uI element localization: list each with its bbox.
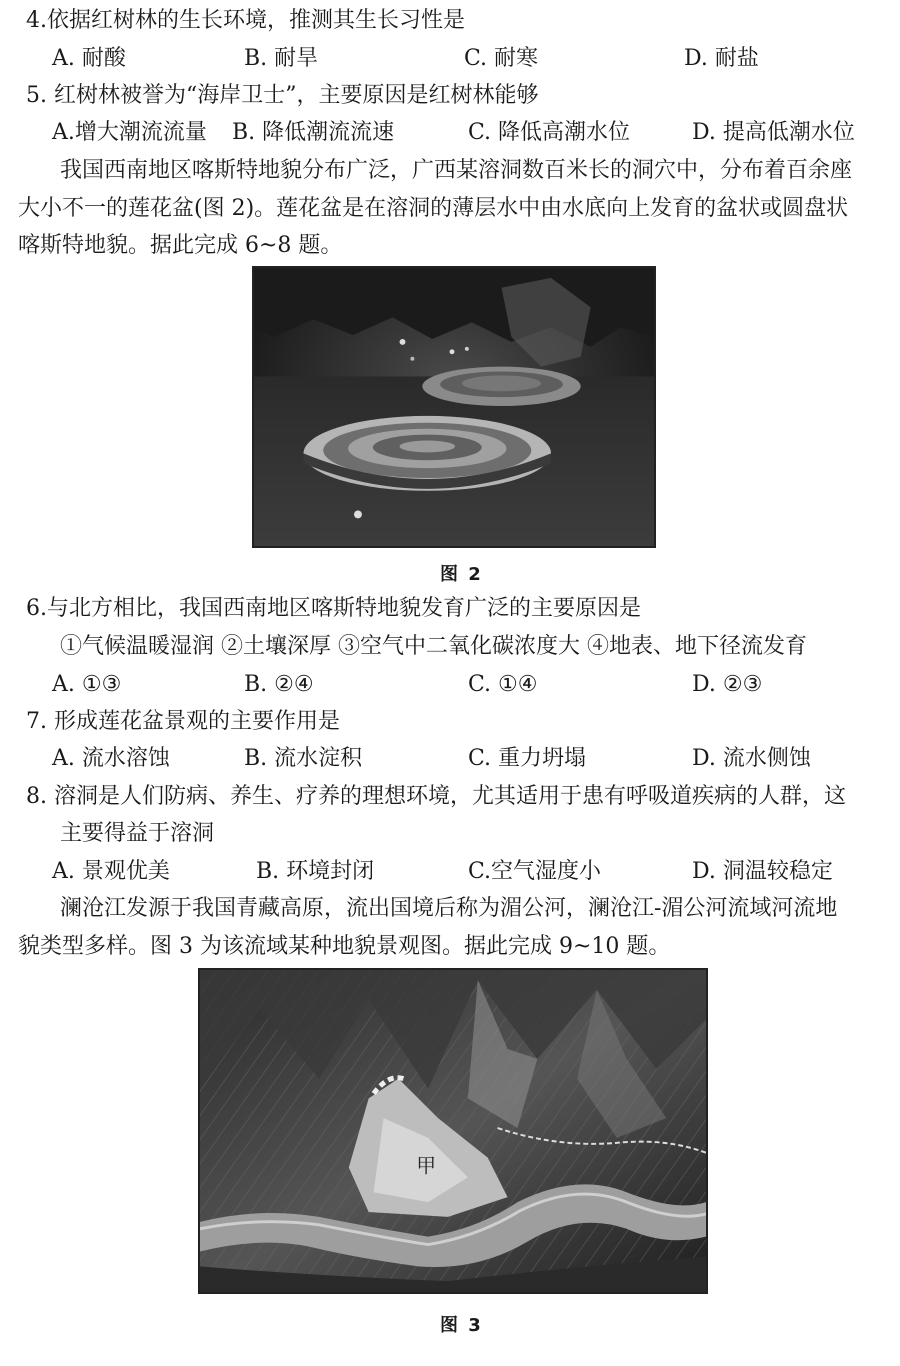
passage1-line-3: 喀斯特地貌。据此完成 6~8 题。 [18, 233, 343, 258]
figure-2-caption: 图 2 [440, 564, 483, 585]
q7-option-a: A. 流水溶蚀 [52, 746, 170, 771]
q7-option-b: B. 流水淀积 [244, 746, 363, 771]
passage1-line-2: 大小不一的莲花盆(图 2)。莲花盆是在溶洞的薄层水中由水底向上发育的盆状或圆盘状 [18, 196, 849, 221]
q5-option-c: C. 降低高潮水位 [468, 120, 631, 145]
passage2-line-1: 澜沧江发源于我国青藏高原，流出国境后称为湄公河，澜沧江-湄公河流域河流地 [60, 896, 838, 921]
q7-option-d: D. 流水侧蚀 [692, 746, 811, 771]
q4-option-a: A. 耐酸 [52, 46, 126, 71]
q4-option-c: C. 耐寒 [464, 46, 539, 71]
q4-stem: 4.依据红树林的生长环境，推测其生长习性是 [26, 8, 465, 33]
q8-stem-line-1: 8. 溶洞是人们防病、养生、疗养的理想环境，尤其适用于患有呼吸道疾病的人群，这 [26, 784, 846, 809]
q6-option-d: D. ②③ [692, 672, 763, 697]
figure-3-caption: 图 3 [440, 1315, 483, 1336]
q8-stem-line-2: 主要得益于溶洞 [60, 821, 215, 846]
q7-stem: 7. 形成莲花盆景观的主要作用是 [26, 709, 340, 734]
figure-2-cave-photo [252, 266, 656, 548]
q6-statements: ①气候温暖湿润 ②土壤深厚 ③空气中二氧化碳浓度大 ④地表、地下径流发育 [60, 634, 807, 659]
q7-option-c: C. 重力坍塌 [468, 746, 587, 771]
q5-option-b: B. 降低潮流流速 [232, 120, 395, 145]
q5-option-a: A.增大潮流流量 [52, 120, 207, 145]
passage2-line-2: 貌类型多样。图 3 为该流域某种地貌景观图。据此完成 9~10 题。 [18, 934, 671, 959]
q6-stem: 6.与北方相比，我国西南地区喀斯特地貌发育广泛的主要原因是 [26, 596, 641, 621]
q5-stem: 5. 红树林被誉为“海岸卫士”，主要原因是红树林能够 [26, 83, 539, 108]
q8-option-b: B. 环境封闭 [256, 859, 375, 884]
q5-option-d: D. 提高低潮水位 [692, 120, 855, 145]
q4-option-d: D. 耐盐 [684, 46, 759, 71]
q8-option-c: C.空气湿度小 [468, 859, 602, 884]
figure-3-label: 甲 [416, 1154, 437, 1178]
q8-option-d: D. 洞温较稳定 [692, 859, 833, 884]
q4-option-b: B. 耐旱 [244, 46, 319, 71]
passage1-line-1: 我国西南地区喀斯特地貌分布广泛，广西某溶洞数百米长的洞穴中，分布着百余座 [60, 158, 853, 183]
q6-option-c: C. ①④ [468, 672, 538, 697]
q8-option-a: A. 景观优美 [52, 859, 170, 884]
q6-option-a: A. ①③ [52, 672, 122, 697]
q6-option-b: B. ②④ [244, 672, 314, 697]
figure-3-river-photo [198, 968, 708, 1294]
